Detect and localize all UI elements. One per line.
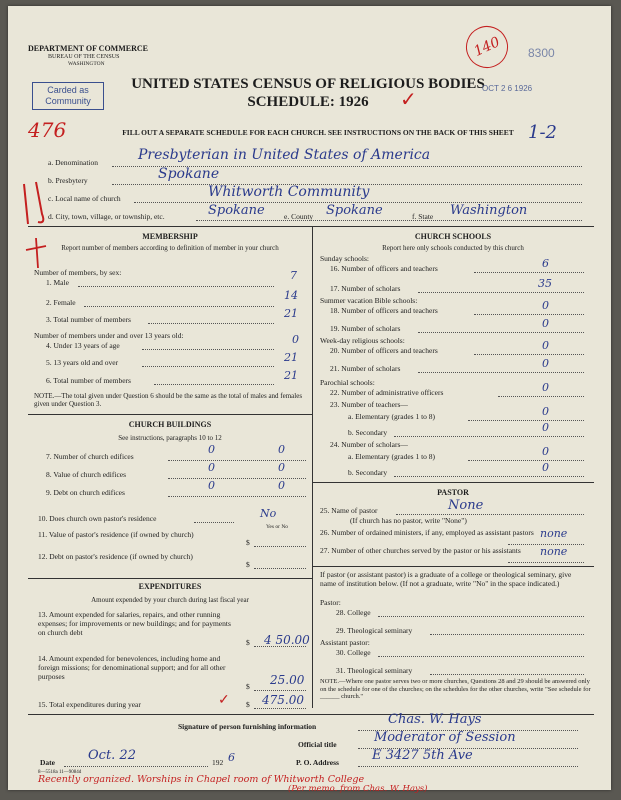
city-line bbox=[196, 220, 582, 221]
census-schedule-sheet bbox=[8, 6, 611, 794]
q10-value: No bbox=[260, 507, 277, 520]
q23a-label: a. Elementary (grades 1 to 8) bbox=[348, 412, 436, 421]
age-heading: Number of members under and over 13 years old: bbox=[34, 331, 184, 340]
membership-note: NOTE.—The total given under Question 6 should be the same as the total of males and females given under Question 3. bbox=[34, 392, 303, 408]
q19-value: 0 bbox=[542, 317, 549, 330]
q23b-value: 0 bbox=[542, 421, 549, 434]
q23b-leader bbox=[394, 436, 584, 437]
q18-value: 0 bbox=[542, 299, 549, 312]
red-number-left: 476 bbox=[28, 118, 67, 142]
q3-value: 21 bbox=[284, 307, 298, 320]
church-name-value: Whitworth Community bbox=[208, 184, 370, 200]
q15-check: ✓ bbox=[218, 693, 230, 708]
q9-value-a: 0 bbox=[208, 479, 215, 492]
q19-label: 19. Number of scholars bbox=[330, 324, 401, 333]
instruction-banner: FILL OUT A SEPARATE SCHEDULE FOR EACH CHURCH. SEE INSTRUCTIONS ON THE BACK OF THIS SHEET bbox=[122, 128, 514, 137]
q12-dollar: $ bbox=[246, 560, 250, 569]
expenditures-title: EXPENDITURES bbox=[138, 582, 202, 591]
q12-label: 12. Debt on pastor's residence (if owned by church) bbox=[38, 552, 193, 561]
signature-label: Signature of person furnishing information bbox=[178, 722, 317, 731]
q28-line bbox=[378, 616, 584, 617]
q14-line bbox=[254, 690, 306, 691]
q16-label: 16. Number of officers and teachers bbox=[330, 264, 438, 273]
check-mark: ✓ bbox=[400, 89, 417, 111]
q26-value: none bbox=[540, 527, 568, 540]
summer-heading: Summer vacation Bible schools: bbox=[320, 296, 418, 305]
q4-label: 4. Under 13 years of age bbox=[46, 341, 120, 350]
q7-value-a: 0 bbox=[208, 443, 215, 456]
q24b-value: 0 bbox=[542, 461, 549, 474]
q4-leader bbox=[142, 349, 274, 350]
buildings-title: CHURCH BUILDINGS bbox=[128, 420, 212, 429]
q1-leader bbox=[78, 286, 274, 287]
q24a-label: a. Elementary (grades 1 to 8) bbox=[348, 452, 436, 461]
membership-title: MEMBERSHIP bbox=[142, 232, 198, 241]
weekday-heading: Week-day religious schools: bbox=[320, 336, 405, 345]
q5-leader bbox=[142, 366, 274, 367]
q2-label: 2. Female bbox=[46, 298, 76, 307]
q13-label: 13. Amount expended for salaries, repairs, and other running expenses; for improvements or new buildings; and for payments on church debt bbox=[38, 610, 231, 637]
bureau-name: BUREAU OF THE CENSUS bbox=[48, 54, 120, 60]
po-address-line bbox=[358, 766, 578, 767]
footnote-line-1: Recently organized. Worships in Chapel room of Whitworth College bbox=[38, 774, 365, 785]
po-address-label: P. O. Address bbox=[296, 758, 339, 767]
q23-label: 23. Number of teachers— bbox=[330, 400, 408, 409]
po-address-value: E 3427 5th Ave bbox=[372, 748, 473, 763]
divider-graduate bbox=[312, 566, 594, 567]
schools-title: CHURCH SCHOOLS bbox=[414, 232, 492, 241]
sunday-heading: Sunday schools: bbox=[320, 254, 369, 263]
by-sex-heading: Number of members, by sex: bbox=[34, 268, 122, 277]
circled-number: 140 bbox=[459, 19, 515, 75]
q15-dollar: $ bbox=[246, 700, 250, 709]
q23a-value: 0 bbox=[542, 405, 549, 418]
q9-label: 9. Debt on church edifices bbox=[46, 488, 125, 497]
q7-value-b: 0 bbox=[278, 443, 285, 456]
form-title: UNITED STATES CENSUS OF RELIGIOUS BODIES bbox=[131, 76, 485, 92]
pastor-note: NOTE.—Where one pastor serves two or more churches, Questions 28 and 29 should be answered only on the schedule for one of the churches; on the schedules for the other churches, write "See schedule for ______ church." bbox=[320, 678, 591, 700]
q25-hint: (If church has no pastor, write "None") bbox=[350, 516, 467, 525]
buildings-intro: See instructions, paragraphs 10 to 12 bbox=[118, 434, 222, 442]
q5-value: 21 bbox=[284, 351, 298, 364]
q18-label: 18. Number of officers and teachers bbox=[330, 306, 438, 315]
city-name: WASHINGTON bbox=[68, 61, 105, 67]
q10-label: 10. Does church own pastor's residence bbox=[38, 514, 157, 523]
q11-line bbox=[254, 546, 306, 547]
q9-leader bbox=[168, 496, 306, 497]
q29-line bbox=[430, 634, 584, 635]
q16-leader bbox=[474, 272, 584, 273]
divider-pastor bbox=[312, 482, 594, 483]
q23a-leader bbox=[468, 420, 584, 421]
q8-leader bbox=[168, 478, 306, 479]
presbytery-label: b. Presbytery bbox=[48, 176, 88, 185]
q22-leader bbox=[498, 396, 584, 397]
year-prefix: 192 bbox=[212, 758, 224, 767]
county-label: e. County bbox=[284, 212, 314, 221]
q27-label: 27. Number of other churches served by the pastor or his assistants bbox=[320, 546, 521, 555]
pastor-title: PASTOR bbox=[437, 488, 469, 497]
q17-leader bbox=[418, 292, 584, 293]
q22-label: 22. Number of administrative officers bbox=[330, 388, 444, 397]
q18-leader bbox=[474, 314, 584, 315]
official-title-label: Official title bbox=[298, 740, 337, 749]
q27-value: none bbox=[540, 545, 568, 558]
department-name: DEPARTMENT OF COMMERCE bbox=[28, 44, 149, 53]
q3-label: 3. Total number of members bbox=[46, 315, 131, 324]
parochial-heading: Parochial schools: bbox=[320, 378, 375, 387]
city-label: d. City, town, village, or township, etc. bbox=[48, 212, 165, 221]
q30-label: 30. College bbox=[336, 648, 371, 657]
assistant-subheading: Assistant pastor: bbox=[320, 638, 370, 647]
q13-dollar: $ bbox=[246, 638, 250, 647]
denomination-value: Presbyterian in United States of America bbox=[138, 147, 431, 163]
q24a-leader bbox=[468, 460, 584, 461]
carded-stamp: Carded as Community bbox=[32, 82, 104, 110]
q15-label: 15. Total expenditures during year bbox=[38, 700, 141, 709]
q2-value: 14 bbox=[284, 289, 298, 302]
q8-label: 8. Value of church edifices bbox=[46, 470, 127, 479]
q7-label: 7. Number of church edifices bbox=[46, 452, 134, 461]
expenditures-intro: Amount expended by your church during last fiscal year bbox=[91, 596, 249, 604]
q31-line bbox=[430, 674, 584, 675]
q3-leader bbox=[148, 323, 274, 324]
divider-top bbox=[28, 226, 594, 227]
q2-leader bbox=[84, 306, 274, 307]
date-value: Oct. 22 bbox=[88, 748, 136, 763]
divider-bottom bbox=[28, 714, 594, 715]
q20-leader bbox=[474, 354, 584, 355]
q6-value: 21 bbox=[284, 369, 298, 382]
q31-label: 31. Theological seminary bbox=[336, 666, 413, 675]
q21-label: 21. Number of scholars bbox=[330, 364, 401, 373]
q17-label: 17. Number of scholars bbox=[330, 284, 401, 293]
date-label: Date bbox=[40, 758, 55, 767]
q6-leader bbox=[154, 384, 274, 385]
q10-hint: Yes or No bbox=[266, 524, 289, 530]
official-title-value: Moderator of Session bbox=[374, 730, 516, 745]
q8-value-a: 0 bbox=[208, 461, 215, 474]
q1-value: 7 bbox=[290, 269, 297, 282]
q24a-value: 0 bbox=[542, 445, 549, 458]
q24-label: 24. Number of scholars— bbox=[330, 440, 408, 449]
q24b-label: b. Secondary bbox=[348, 468, 388, 477]
q11-label: 11. Value of pastor's residence (if owned by church) bbox=[38, 530, 194, 539]
q1-label: 1. Male bbox=[46, 278, 69, 287]
q23b-label: b. Secondary bbox=[348, 428, 388, 437]
date-line bbox=[64, 766, 208, 767]
state-value: Washington bbox=[450, 203, 528, 218]
q17-value: 35 bbox=[538, 277, 552, 290]
serial-number: 8300 bbox=[528, 46, 555, 60]
q21-value: 0 bbox=[542, 357, 549, 370]
divider-buildings bbox=[28, 414, 312, 415]
q8-value-b: 0 bbox=[278, 461, 285, 474]
q26-label: 26. Number of ordained ministers, if any, employed as assistant pastors bbox=[320, 528, 534, 537]
q12-line bbox=[254, 568, 306, 569]
q4-value: 0 bbox=[292, 333, 299, 346]
q15-line bbox=[254, 708, 306, 709]
divider-expenditures bbox=[28, 578, 312, 579]
q13-value: 4 50.00 bbox=[264, 633, 310, 647]
q19-leader bbox=[418, 332, 584, 333]
q21-leader bbox=[418, 372, 584, 373]
church-name-label: c. Local name of church bbox=[48, 194, 121, 203]
q22-value: 0 bbox=[542, 381, 549, 394]
q14-label: 14. Amount expended for benevolences, including home and foreign missions; for denominational support; and for all other purposes bbox=[38, 654, 226, 681]
q29-label: 29. Theological seminary bbox=[336, 626, 413, 635]
state-label: f. State bbox=[412, 212, 434, 221]
q20-value: 0 bbox=[542, 339, 549, 352]
form-codes: 8—5518a 11—9084d bbox=[38, 770, 82, 775]
q27-line bbox=[508, 562, 584, 563]
schedule-title: SCHEDULE: 1926 bbox=[247, 94, 369, 110]
q25-label: 25. Name of pastor bbox=[320, 506, 378, 515]
q25-line bbox=[396, 514, 584, 515]
pastor-subheading: Pastor: bbox=[320, 598, 341, 607]
q7-leader bbox=[168, 460, 306, 461]
q16-value: 6 bbox=[542, 257, 549, 270]
q10-leader bbox=[194, 522, 234, 523]
presbytery-value: Spokane bbox=[158, 166, 220, 182]
q20-label: 20. Number of officers and teachers bbox=[330, 346, 438, 355]
received-date-stamp: OCT 2 6 1926 bbox=[482, 84, 533, 93]
year-value: 6 bbox=[228, 751, 235, 764]
q14-dollar: $ bbox=[246, 682, 250, 691]
q11-dollar: $ bbox=[246, 538, 250, 547]
graduate-intro: If pastor (or assistant pastor) is a graduate of a college or theological seminary, give name of institution below. (If not a graduate, write "No" in the space indicated.) bbox=[320, 570, 572, 588]
q14-value: 25.00 bbox=[270, 673, 305, 687]
city-value: Spokane bbox=[208, 203, 265, 218]
county-value: Spokane bbox=[326, 203, 383, 218]
q25-value: None bbox=[448, 498, 484, 513]
q30-line bbox=[378, 656, 584, 657]
membership-intro: Report number of members according to definition of member in your church bbox=[61, 244, 279, 252]
q5-label: 5. 13 years old and over bbox=[46, 358, 119, 367]
footnote-line-2: (Per memo. from Chas. W. Hays) bbox=[288, 784, 428, 794]
q6-label: 6. Total number of members bbox=[46, 376, 131, 385]
blue-number-right: 1-2 bbox=[528, 122, 557, 143]
q28-label: 28. College bbox=[336, 608, 371, 617]
divider-center bbox=[312, 226, 313, 708]
q24b-leader bbox=[394, 476, 584, 477]
signature-value: Chas. W. Hays bbox=[388, 712, 482, 727]
schools-intro: Report here only schools conducted by this church bbox=[382, 244, 524, 252]
q9-value-b: 0 bbox=[278, 479, 285, 492]
q15-value: 475.00 bbox=[262, 693, 304, 707]
denomination-label: a. Denomination bbox=[48, 158, 98, 167]
